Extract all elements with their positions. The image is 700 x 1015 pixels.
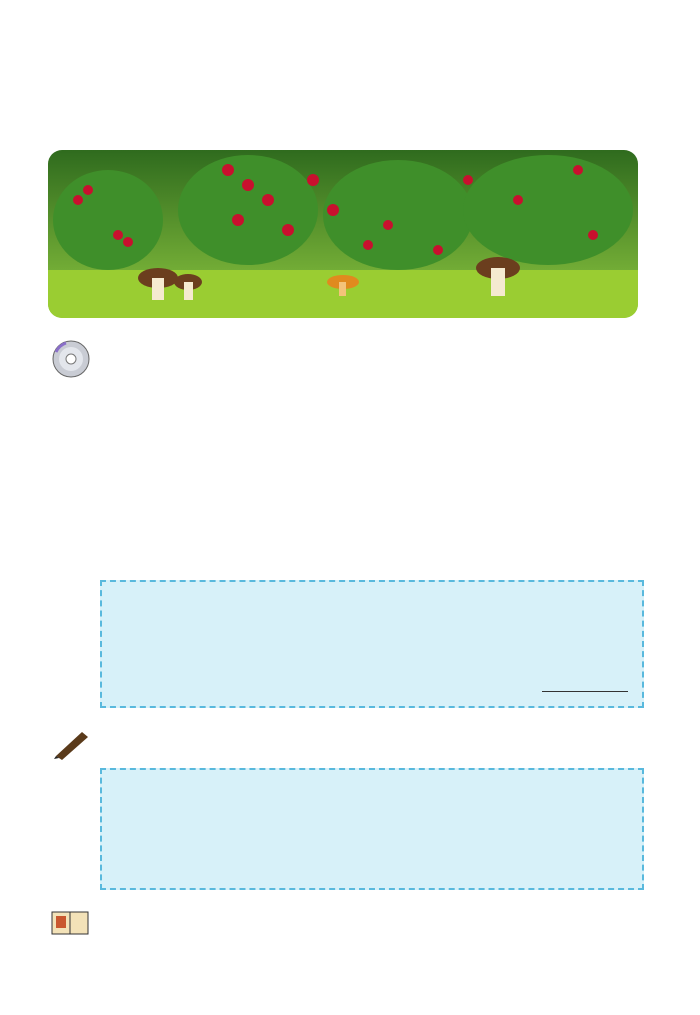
pen-icon (52, 728, 92, 764)
forest-illustration (48, 150, 638, 318)
decorative-dots-top (48, 38, 518, 54)
book-icon (50, 908, 90, 940)
signature-blank (542, 691, 628, 692)
invitation-card (100, 580, 644, 708)
cd-icon (52, 340, 90, 382)
thank-you-card (100, 768, 644, 890)
forest-svg (48, 150, 638, 318)
